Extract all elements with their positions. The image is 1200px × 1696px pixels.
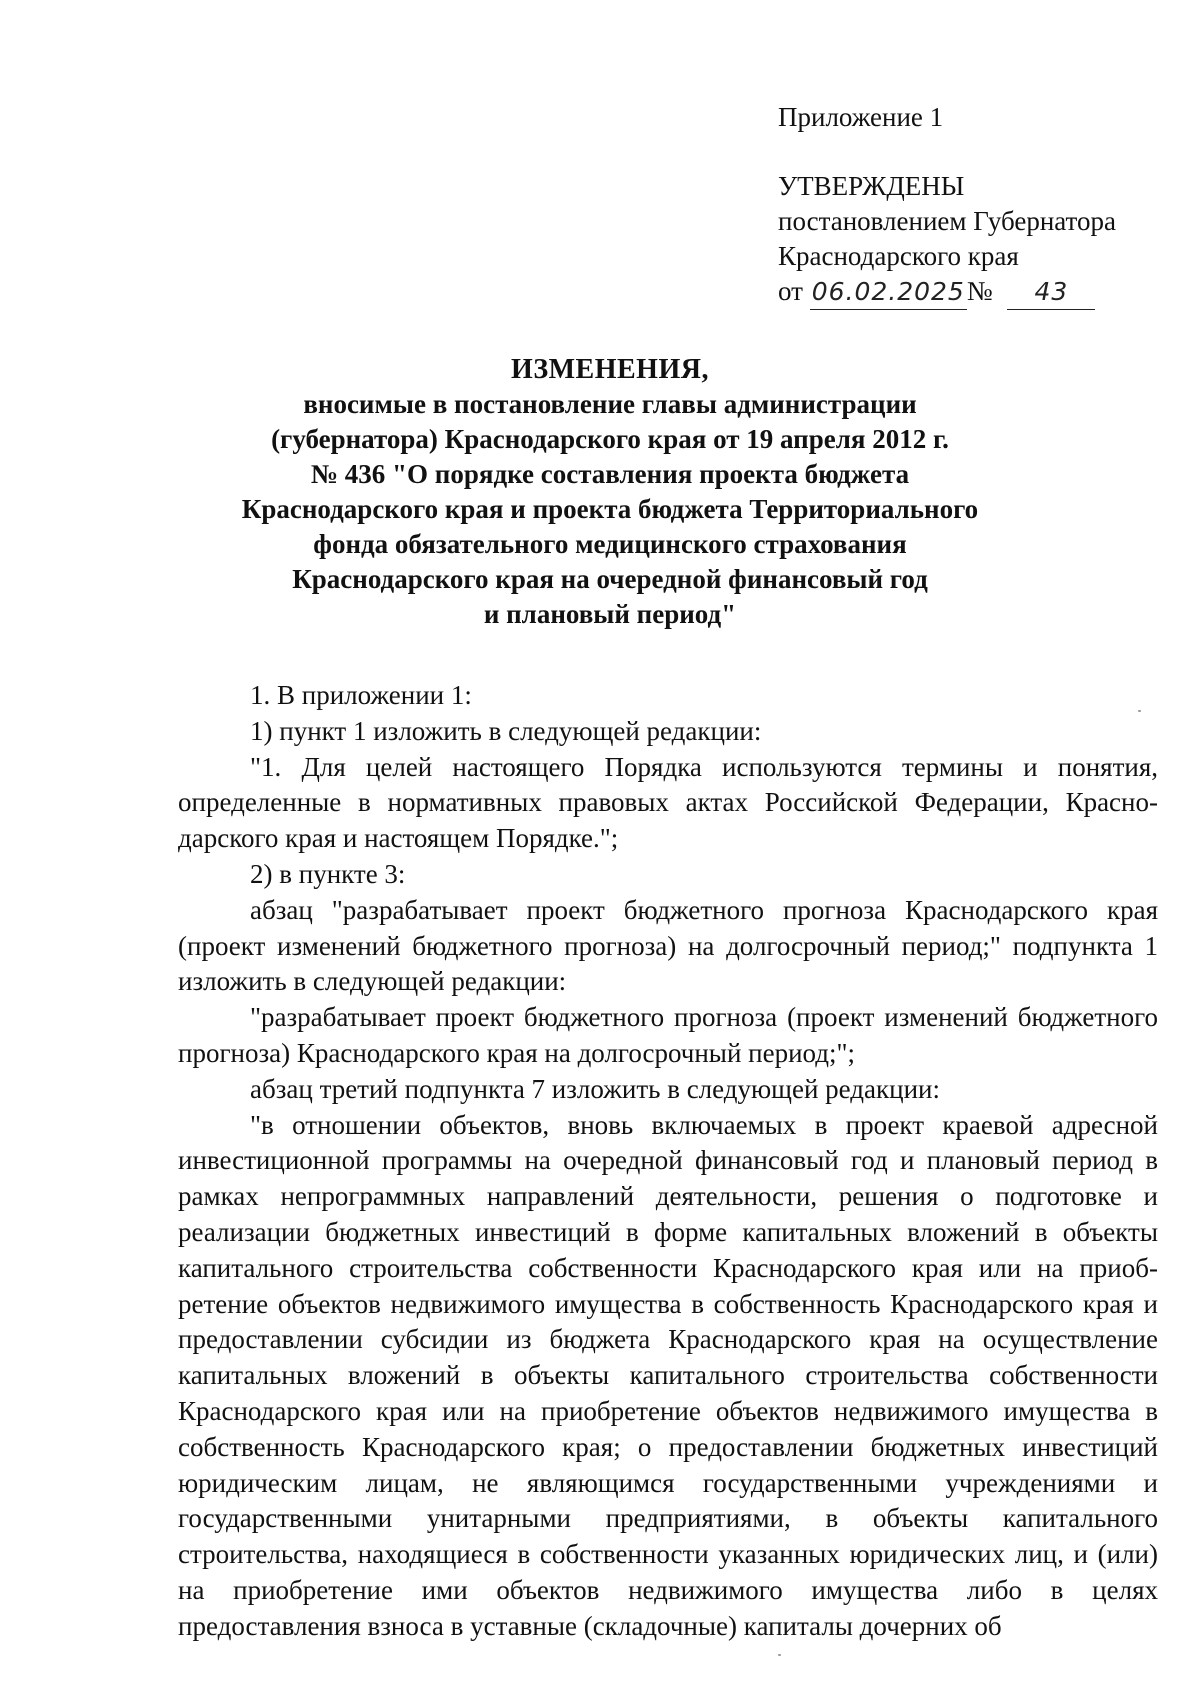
scan-speck: [778, 1654, 781, 1656]
document-body: [178, 678, 1158, 1645]
approved-by-line: постановлением Губернатора: [778, 206, 1116, 236]
body-paragraph: 2) в пункте 3:: [250, 858, 406, 889]
title-line: (губернатора) Краснодарского края от 19 апреля 2012 г.: [271, 424, 949, 454]
date-prefix: от: [778, 276, 803, 306]
title-line: № 436 "О порядке составления проекта бюджета: [310, 459, 910, 489]
handwritten-date: 06.02.2025: [810, 274, 967, 310]
number-sign: №: [966, 276, 993, 306]
body-paragraph: абзац третий подпункта 7 изложить в следующей редакции:: [250, 1073, 940, 1104]
title-line: Краснодарского края на очередной финансовый год: [292, 564, 928, 594]
body-paragraph: абзац "разрабатывает проект бюджетного прогноза Краснодарского края (проект изменений бюджетного прогноза) на долгосрочный период;" подпункта 1 изложить в следующей редакции:: [178, 894, 1158, 997]
body-paragraph: "в отношении объектов, вновь включаемых в проект краевой адресной инвестиционной программы на очередной финансовый год и плановый период в рамках непрограммных направлений деятельности, решения о подготовке и реализации бюджетных инвестиций в форме капитальных вложений в объекты капитального строительства собственности Краснодарского края или на приобретение объектов недвижимого имущества в собственность Краснодарского края и предоставлении субсидии из бюджета Краснодарского края на осуществление капитальных вложений в объекты капитального строительства собственности Краснодарского края или на приобретение объектов недвижимого имущества в собственность Краснодарского края; о предоставлении бюджетных инвестиций юридическим лицам, не являющимся государственными учреждениями и государственными унитарными предприятиями, в объекты капитального строительства, находящиеся в собственности указанных юридических лиц, и (или) на приобретение ими объектов недвижимого имущества либо в целях предоставления взноса в уставные (складочные) капиталы дочерних об: [178, 1109, 1158, 1641]
approval-stamp-block: [778, 100, 1178, 310]
handwritten-number: 43: [1007, 274, 1095, 310]
title-line: Краснодарского края и проекта бюджета Территориального: [241, 494, 979, 524]
title-heading: ИЗМЕНЕНИЯ,: [511, 354, 709, 385]
body-paragraph: 1. В приложении 1:: [250, 680, 472, 710]
approved-label: УТВЕРЖДЕНЫ: [778, 171, 965, 201]
approved-region-line: Краснодарского края: [778, 241, 1019, 271]
title-line: и плановый период": [483, 599, 737, 629]
scan-speck: [1138, 710, 1141, 712]
title-line: фонда обязательного медицинского страхования: [313, 529, 907, 559]
document-title: [180, 352, 1040, 632]
title-line: вносимые в постановление главы администрации: [303, 389, 917, 419]
body-paragraph: "1. Для целей настоящего Порядка используются термины и понятия, определенные в нормативных правовых актах Российской Федерации, Краснодарского края и настоящем Порядке.";: [178, 751, 1158, 854]
appendix-label: Приложение 1: [778, 102, 944, 132]
approval-date-line: [778, 274, 1178, 310]
body-paragraph: "разрабатывает проект бюджетного прогноза (проект изменений бюджетного прогноза) Краснодарского края на долгосрочный период;";: [178, 1002, 1158, 1068]
body-paragraph: 1) пункт 1 изложить в следующей редакции:: [250, 715, 762, 746]
